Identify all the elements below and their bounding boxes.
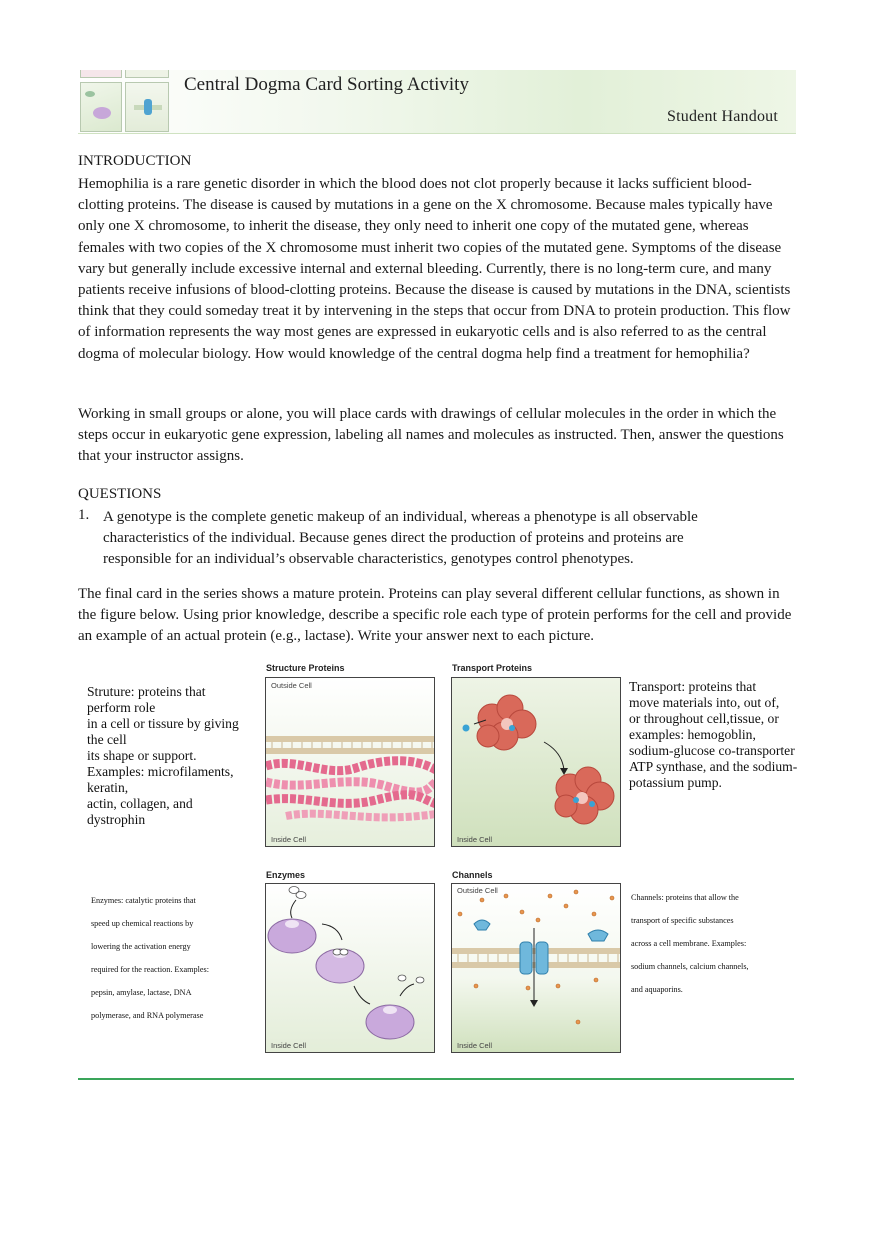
transport-proteins-panel (451, 677, 621, 847)
answer-line: Struture: proteins that (87, 684, 206, 699)
answer-line: or throughout cell,tissue, or (629, 711, 779, 726)
answer-line: keratin, (87, 780, 129, 795)
thumbnail-collage (78, 70, 172, 134)
channels-illustration (452, 884, 621, 1053)
answer-line: required for the reaction. Examples: (91, 965, 209, 974)
answer-line: speed up chemical reactions by (91, 919, 194, 928)
answer-line: pepsin, amylase, lactase, DNA (91, 988, 192, 997)
answer-line: sodium-glucose co-transporter (629, 743, 795, 758)
inside-cell-label: Inside Cell (457, 835, 493, 844)
answer-line: potassium pump. (629, 775, 722, 790)
introduction-paragraph: Hemophilia is a rare genetic disorder in which the blood does not clot properly because it lacks sufficient blood-clotting proteins. The disease is caused by mutations in a gene on the X chromosome. Because males typically have only one X chromosome, to inherit the disease, they only need to inherit one copy of the mutated gene, whereas females with two copies of the X chromosome must inherit two copies of the mutated gene. Symptoms of the disease vary but generally include excessive internal and external bleeding. Currently, there is no long-term cure, and many patients receive infusions of blood-clotting proteins. Because the disease is caused by mutations in the DNA, scientists think that they could someday treat it by intervening in the steps that occur from DNA to protein production. This flow of information represents the way most genes are expressed in eukaryotic cells and is also referred to as the central dogma of molecular biology. How would knowledge of the central dogma help find a treatment for hemophilia? (78, 176, 791, 362)
inside-cell-label: Inside Cell (457, 1041, 493, 1050)
questions-heading: QUESTIONS (78, 486, 162, 502)
answer-line: polymerase, and RNA polymerase (91, 1011, 204, 1020)
page-subtitle: Student Handout (667, 108, 778, 125)
thumbnail-image (80, 70, 122, 78)
answer-line: transport of specific substances (631, 916, 734, 925)
answer-line: and aquaporins. (631, 985, 683, 994)
answer-line: sodium channels, calcium channels, (631, 962, 749, 971)
transport-proteins-illustration (452, 678, 621, 847)
outside-cell-label: Outside Cell (457, 886, 498, 895)
channels-label: Channels (452, 870, 493, 880)
structure-proteins-illustration (266, 678, 435, 847)
outside-cell-label: Outside Cell (271, 681, 312, 690)
structure-proteins-label: Structure Proteins (266, 663, 345, 673)
answer-line: in a cell or tissure by giving (87, 716, 239, 731)
question-number: 1. (78, 507, 90, 523)
footer-divider (78, 1078, 794, 1080)
instructions-paragraph: Working in small groups or alone, you will place cards with drawings of cellular molecules in the order in which the steps occur in eukaryotic gene expression, labeling all names and molecules as instructed. Then, answer the questions that your instructor assigns. (78, 406, 784, 465)
answer-line: Examples: microfilaments, (87, 764, 234, 779)
answer-line: lowering the activation energy (91, 942, 191, 951)
channels-answer (631, 886, 801, 1001)
channels-panel (451, 883, 621, 1053)
transport-answer (629, 679, 829, 791)
enzymes-label: Enzymes (266, 870, 306, 880)
answer-line: ATP synthase, and the sodium- (629, 759, 798, 774)
inside-cell-label: Inside Cell (271, 835, 307, 844)
answer-line: across a cell membrane. Examples: (631, 939, 747, 948)
thumbnail-image (125, 82, 169, 132)
answer-line: move materials into, out of, (629, 695, 780, 710)
enzymes-answer (91, 889, 261, 1027)
answer-line: Transport: proteins that (629, 679, 757, 694)
answer-line: perform role (87, 700, 156, 715)
final-card-paragraph: The final card in the series shows a mature protein. Proteins can play several different cellular functions, as shown in the figure below. Using prior knowledge, describe a specific role each type of protein performs for the cell and provide an example of an actual protein (e.g., lactase). Write your answer next to each picture. (78, 586, 792, 645)
page-title: Central Dogma Card Sorting Activity (184, 74, 469, 95)
inside-cell-label: Inside Cell (271, 1041, 307, 1050)
answer-line: dystrophin (87, 812, 146, 827)
answer-line: actin, collagen, and (87, 796, 193, 811)
enzymes-illustration (266, 884, 435, 1053)
structure-proteins-panel (265, 677, 435, 847)
thumbnail-image (125, 70, 169, 78)
enzymes-panel (265, 883, 435, 1053)
thumbnail-image (80, 82, 122, 132)
transport-proteins-label: Transport Proteins (452, 663, 533, 673)
header-banner (78, 70, 796, 134)
introduction-heading: INTRODUCTION (78, 153, 192, 169)
answer-line: examples: hemogoblin, (629, 727, 756, 742)
answer-line: Channels: proteins that allow the (631, 893, 739, 902)
structure-answer (87, 684, 265, 828)
answer-line: its shape or support. (87, 748, 197, 763)
question-text: A genotype is the complete genetic makeup of an individual, whereas a phenotype is all observable characteristics of the individual. Because genes direct the production of proteins and proteins are responsible for an individual’s observable characteristics, genotypes control phenotypes. (103, 509, 698, 568)
answer-line: Enzymes: catalytic proteins that (91, 896, 196, 905)
answer-line: the cell (87, 732, 127, 747)
